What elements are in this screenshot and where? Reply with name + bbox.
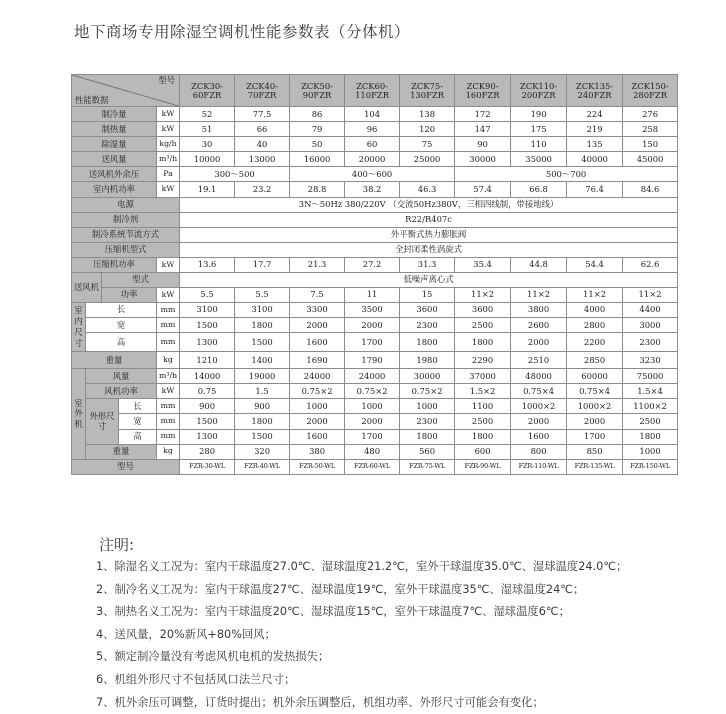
unit-cell: mm bbox=[157, 302, 180, 317]
model-header bbox=[567, 75, 623, 107]
model-header bbox=[235, 75, 290, 107]
value-cell: 1.5×4 bbox=[623, 384, 678, 399]
value-cell: 2200 bbox=[567, 333, 623, 352]
value-cell: 1.5 bbox=[235, 384, 290, 399]
row-label: 高 bbox=[119, 429, 157, 444]
unit-cell: kW bbox=[157, 182, 180, 197]
value-cell: 1800 bbox=[455, 333, 511, 352]
value-cell: 2300 bbox=[400, 318, 455, 333]
value-cell: 1210 bbox=[180, 352, 235, 369]
value-cell: 35.4 bbox=[455, 257, 511, 272]
value-cell: 46.3 bbox=[400, 182, 455, 197]
model-header bbox=[180, 75, 235, 107]
unit-cell: kg/h bbox=[157, 137, 180, 152]
value-cell: 1800 bbox=[400, 333, 455, 352]
value-cell: 0.75×2 bbox=[290, 384, 345, 399]
unit-cell: mm bbox=[157, 429, 180, 444]
value-cell: 38.2 bbox=[345, 182, 400, 197]
value-cell: 1.5×2 bbox=[455, 384, 511, 399]
unit-cell: m³/h bbox=[157, 369, 180, 384]
row-label: 除湿量 bbox=[72, 137, 157, 152]
value-cell: 300～500 bbox=[180, 167, 290, 182]
value-cell: 2000 bbox=[345, 414, 400, 429]
value-cell: 50 bbox=[290, 137, 345, 152]
value-cell: 3100 bbox=[180, 302, 235, 317]
value-cell: 1800 bbox=[235, 318, 290, 333]
value-cell: 1500 bbox=[235, 429, 290, 444]
model-line-2: 90FZR bbox=[302, 89, 332, 100]
outdoor-model-cell: FZR-150-WL bbox=[623, 459, 678, 474]
value-cell: 1000×2 bbox=[511, 399, 567, 414]
value-cell: 150 bbox=[623, 137, 678, 152]
value-cell: 224 bbox=[567, 107, 623, 122]
unit-cell: kg bbox=[157, 444, 180, 459]
unit-cell: m³/h bbox=[157, 152, 180, 167]
value-cell: 45000 bbox=[623, 152, 678, 167]
value-cell: 276 bbox=[623, 107, 678, 122]
value-cell: 10000 bbox=[180, 152, 235, 167]
value-cell: 135 bbox=[567, 137, 623, 152]
value-cell: 60 bbox=[345, 137, 400, 152]
row-label: 制冷剂 bbox=[72, 212, 180, 227]
value-cell: R22/R407c bbox=[180, 212, 678, 227]
row-label: 制冷系统节流方式 bbox=[72, 227, 180, 242]
row-label: 压缩机功率 bbox=[72, 257, 157, 272]
note-item: 1、除湿名义工况为：室内干球温度27.0℃、湿球温度21.2℃，室外干球温度35.0℃、湿球温度24.0℃； bbox=[96, 560, 628, 573]
value-cell: 96 bbox=[345, 122, 400, 137]
row-label: 型式 bbox=[102, 272, 180, 287]
model-line-1: ZCK150- bbox=[631, 80, 669, 91]
unit-cell: kW bbox=[157, 384, 180, 399]
outdoor-model-cell: FZR-60-WL bbox=[345, 459, 400, 474]
note-item: 5、额定制冷量没有考虑风机电机的发热损失； bbox=[96, 650, 330, 664]
model-line-1: ZCK75- bbox=[411, 80, 444, 91]
outdoor-dims-label bbox=[86, 399, 119, 444]
outdoor-model-cell: FZR-50-WL bbox=[290, 459, 345, 474]
value-cell: 75 bbox=[400, 137, 455, 152]
value-cell: 90 bbox=[455, 137, 511, 152]
model-header bbox=[623, 75, 678, 107]
value-cell: 1700 bbox=[567, 429, 623, 444]
value-cell: 0.75×4 bbox=[511, 384, 567, 399]
value-cell: 60000 bbox=[567, 369, 623, 384]
outdoor-dims-text: 外形尺寸 bbox=[89, 410, 115, 432]
value-cell: 86 bbox=[290, 107, 345, 122]
value-cell: 5.5 bbox=[180, 287, 235, 302]
value-cell: 3230 bbox=[623, 352, 678, 369]
value-cell: 84.6 bbox=[623, 182, 678, 197]
unit-cell: kW bbox=[157, 107, 180, 122]
value-cell: 23.2 bbox=[235, 182, 290, 197]
value-cell: 2600 bbox=[511, 318, 567, 333]
value-cell: 24000 bbox=[345, 369, 400, 384]
value-cell: 27.2 bbox=[345, 257, 400, 272]
value-cell: 37000 bbox=[455, 369, 511, 384]
model-line-1: ZCK50- bbox=[301, 80, 334, 91]
value-cell: 110 bbox=[511, 137, 567, 152]
value-cell: 3800 bbox=[511, 302, 567, 317]
value-cell: 560 bbox=[400, 444, 455, 459]
value-cell: 190 bbox=[511, 107, 567, 122]
model-line-1: ZCK40- bbox=[246, 80, 279, 91]
value-cell: 19.1 bbox=[180, 182, 235, 197]
value-cell: 900 bbox=[235, 399, 290, 414]
value-cell: 850 bbox=[567, 444, 623, 459]
value-cell: 13000 bbox=[235, 152, 290, 167]
value-cell: 480 bbox=[345, 444, 400, 459]
note-item: 2、制冷名义工况为：室内干球温度27℃、湿球温度19℃，室外干球温度35℃、湿球温度24℃； bbox=[96, 582, 585, 596]
value-cell: 104 bbox=[345, 107, 400, 122]
value-cell: 54.4 bbox=[567, 257, 623, 272]
model-line-2: 280FZR bbox=[633, 89, 668, 100]
value-cell: 57.4 bbox=[455, 182, 511, 197]
spec-table bbox=[71, 74, 678, 475]
model-line-1: ZCK60- bbox=[356, 80, 389, 91]
value-cell: 1800 bbox=[400, 429, 455, 444]
model-line-1: ZCK110- bbox=[519, 80, 558, 91]
value-cell: 1100 bbox=[455, 399, 511, 414]
value-cell: 76.4 bbox=[567, 182, 623, 197]
value-cell: 1700 bbox=[345, 429, 400, 444]
value-cell: 1800 bbox=[623, 429, 678, 444]
value-cell: 11 bbox=[345, 287, 400, 302]
unit-cell: kW bbox=[157, 257, 180, 272]
value-cell: 219 bbox=[567, 122, 623, 137]
unit-cell: mm bbox=[157, 414, 180, 429]
value-cell: 31.3 bbox=[400, 257, 455, 272]
value-cell: 1600 bbox=[290, 429, 345, 444]
value-cell: 20000 bbox=[345, 152, 400, 167]
row-label: 制冷量 bbox=[72, 107, 157, 122]
value-cell: 15 bbox=[400, 287, 455, 302]
notes-title: 注明: bbox=[99, 536, 135, 554]
row-label: 压缩机型式 bbox=[72, 242, 180, 257]
row-label: 制热量 bbox=[72, 122, 157, 137]
value-cell: 0.75×2 bbox=[345, 384, 400, 399]
value-cell: 2500 bbox=[455, 414, 511, 429]
value-cell: 0.75 bbox=[180, 384, 235, 399]
value-cell: 600 bbox=[455, 444, 511, 459]
value-cell: 1600 bbox=[290, 333, 345, 352]
value-cell: 1000 bbox=[400, 399, 455, 414]
value-cell: 0.75×2 bbox=[400, 384, 455, 399]
row-label: 重量 bbox=[86, 444, 157, 459]
outdoor-model-cell: FZR-110-WL bbox=[511, 459, 567, 474]
value-cell: 24000 bbox=[290, 369, 345, 384]
model-line-2: 160FZR bbox=[465, 89, 500, 100]
value-cell: 44.8 bbox=[511, 257, 567, 272]
value-cell: 258 bbox=[623, 122, 678, 137]
value-cell: 1690 bbox=[290, 352, 345, 369]
value-cell: 11×2 bbox=[623, 287, 678, 302]
value-cell: 11×2 bbox=[455, 287, 511, 302]
model-header bbox=[345, 75, 400, 107]
value-cell: 1300 bbox=[180, 333, 235, 352]
value-cell: 2800 bbox=[567, 318, 623, 333]
row-label: 重量 bbox=[72, 352, 157, 369]
value-cell: 75000 bbox=[623, 369, 678, 384]
value-cell: 2300 bbox=[400, 414, 455, 429]
value-cell: 320 bbox=[235, 444, 290, 459]
value-cell: 1790 bbox=[345, 352, 400, 369]
value-cell: 7.5 bbox=[290, 287, 345, 302]
unit-cell: kg bbox=[157, 352, 180, 369]
value-cell: 19000 bbox=[235, 369, 290, 384]
value-cell: 79 bbox=[290, 122, 345, 137]
value-cell: 1800 bbox=[455, 429, 511, 444]
value-cell: 16000 bbox=[290, 152, 345, 167]
row-label: 长 bbox=[86, 302, 157, 317]
row-label: 长 bbox=[119, 399, 157, 414]
row-label: 室内机功率 bbox=[72, 182, 157, 197]
value-cell: 5.5 bbox=[235, 287, 290, 302]
outdoor-unit-label: 室外机 bbox=[72, 369, 86, 459]
value-cell: 低噪声离心式 bbox=[180, 272, 678, 287]
value-cell: 1800 bbox=[235, 414, 290, 429]
unit-cell: mm bbox=[157, 399, 180, 414]
value-cell: 30000 bbox=[455, 152, 511, 167]
model-line-2: 240FZR bbox=[577, 89, 612, 100]
value-cell: 21.3 bbox=[290, 257, 345, 272]
value-cell: 1300 bbox=[180, 429, 235, 444]
header-model-label: 型号 bbox=[158, 75, 176, 85]
value-cell: 11×2 bbox=[567, 287, 623, 302]
value-cell: 380 bbox=[290, 444, 345, 459]
value-cell: 17.7 bbox=[235, 257, 290, 272]
value-cell: 2500 bbox=[623, 414, 678, 429]
value-cell: 77.5 bbox=[235, 107, 290, 122]
model-line-2: 60FZR bbox=[192, 89, 222, 100]
fan-group-label: 送风机 bbox=[72, 272, 102, 302]
value-cell: 2000 bbox=[511, 333, 567, 352]
row-label: 宽 bbox=[119, 414, 157, 429]
value-cell: 280 bbox=[180, 444, 235, 459]
value-cell: 175 bbox=[511, 122, 567, 137]
row-label: 电源 bbox=[72, 197, 180, 212]
value-cell: 2510 bbox=[511, 352, 567, 369]
value-cell: 1000 bbox=[345, 399, 400, 414]
header-performance-label: 性能数据 bbox=[75, 95, 109, 106]
value-cell: 1400 bbox=[235, 352, 290, 369]
value-cell: 1980 bbox=[400, 352, 455, 369]
outdoor-model-cell: FZR-90-WL bbox=[455, 459, 511, 474]
note-item: 3、制热名义工况为：室内干球温度20℃、湿球温度15℃，室外干球温度7℃、湿球温度6℃； bbox=[96, 605, 570, 619]
value-cell: 2290 bbox=[455, 352, 511, 369]
value-cell: 30000 bbox=[400, 369, 455, 384]
outdoor-model-cell: FZR-40-WL bbox=[235, 459, 290, 474]
value-cell: 1000 bbox=[623, 444, 678, 459]
model-line-2: 200FZR bbox=[521, 89, 556, 100]
value-cell: 1500 bbox=[180, 414, 235, 429]
model-header bbox=[290, 75, 345, 107]
note-item: 6、机组外形尺寸不包括风口法兰尺寸； bbox=[96, 672, 296, 686]
indoor-size-label: 室内尺寸 bbox=[72, 302, 86, 351]
value-cell: 138 bbox=[400, 107, 455, 122]
value-cell: 51 bbox=[180, 122, 235, 137]
value-cell: 2500 bbox=[455, 318, 511, 333]
value-cell: 120 bbox=[400, 122, 455, 137]
value-cell: 800 bbox=[511, 444, 567, 459]
page-title: 地下商场专用除湿空调机性能参数表（分体机） bbox=[74, 23, 411, 41]
value-cell: 30 bbox=[180, 137, 235, 152]
value-cell: 1500 bbox=[180, 318, 235, 333]
value-cell: 1500 bbox=[235, 333, 290, 352]
value-cell: 0.75×4 bbox=[567, 384, 623, 399]
value-cell: 2000 bbox=[345, 318, 400, 333]
value-cell: 1100×2 bbox=[623, 399, 678, 414]
model-header bbox=[511, 75, 567, 107]
value-cell: 2000 bbox=[511, 414, 567, 429]
row-label: 高 bbox=[86, 333, 157, 352]
unit-cell: kW bbox=[157, 122, 180, 137]
value-cell: 66.8 bbox=[511, 182, 567, 197]
value-cell: 147 bbox=[455, 122, 511, 137]
unit-cell: mm bbox=[157, 333, 180, 352]
row-label: 风量 bbox=[86, 369, 157, 384]
value-cell: 11×2 bbox=[511, 287, 567, 302]
model-header bbox=[455, 75, 511, 107]
model-line-2: 130FZR bbox=[410, 89, 445, 100]
value-cell: 14000 bbox=[180, 369, 235, 384]
value-cell: 1700 bbox=[345, 333, 400, 352]
header-corner bbox=[72, 75, 180, 107]
value-cell: 62.6 bbox=[623, 257, 678, 272]
value-cell: 全封闭柔性涡旋式 bbox=[180, 242, 678, 257]
value-cell: 1600 bbox=[511, 429, 567, 444]
value-cell: 3500 bbox=[345, 302, 400, 317]
model-line-1: ZCK90- bbox=[466, 80, 499, 91]
notes-list bbox=[96, 556, 627, 714]
unit-cell: mm bbox=[157, 318, 180, 333]
outdoor-model-cell: FZR-75-WL bbox=[400, 459, 455, 474]
value-cell: 2000 bbox=[290, 318, 345, 333]
value-cell: 25000 bbox=[400, 152, 455, 167]
value-cell: 3N～50Hz 380/220V （交流50Hz380V，三相四线制，带接地线） bbox=[180, 197, 678, 212]
value-cell: 40 bbox=[235, 137, 290, 152]
row-label: 送风机外余压 bbox=[72, 167, 157, 182]
value-cell: 28.8 bbox=[290, 182, 345, 197]
value-cell: 3600 bbox=[455, 302, 511, 317]
value-cell: 1000 bbox=[290, 399, 345, 414]
value-cell: 2000 bbox=[567, 414, 623, 429]
value-cell: 48000 bbox=[511, 369, 567, 384]
unit-cell: kW bbox=[157, 287, 180, 302]
value-cell: 3000 bbox=[623, 318, 678, 333]
unit-cell: Pa bbox=[157, 167, 180, 182]
value-cell: 66 bbox=[235, 122, 290, 137]
row-label: 型号 bbox=[72, 459, 180, 474]
value-cell: 4400 bbox=[623, 302, 678, 317]
value-cell: 4000 bbox=[567, 302, 623, 317]
outdoor-model-cell: FZR-30-WL bbox=[180, 459, 235, 474]
value-cell: 2000 bbox=[290, 414, 345, 429]
row-label: 功率 bbox=[102, 287, 157, 302]
value-cell: 40000 bbox=[567, 152, 623, 167]
value-cell: 500～700 bbox=[455, 167, 678, 182]
value-cell: 172 bbox=[455, 107, 511, 122]
note-item: 4、送风量，20%新风+80%回风； bbox=[96, 627, 276, 641]
row-label: 宽 bbox=[86, 318, 157, 333]
value-cell: 35000 bbox=[511, 152, 567, 167]
outdoor-model-cell: FZR-135-WL bbox=[567, 459, 623, 474]
value-cell: 3600 bbox=[400, 302, 455, 317]
value-cell: 400～600 bbox=[290, 167, 455, 182]
value-cell: 3300 bbox=[290, 302, 345, 317]
value-cell: 13.6 bbox=[180, 257, 235, 272]
row-label: 送风量 bbox=[72, 152, 157, 167]
value-cell: 2300 bbox=[623, 333, 678, 352]
value-cell: 52 bbox=[180, 107, 235, 122]
value-cell: 1000×2 bbox=[567, 399, 623, 414]
value-cell: 外平衡式热力膨胀阀 bbox=[180, 227, 678, 242]
model-line-1: ZCK135- bbox=[575, 80, 614, 91]
model-line-2: 110FZR bbox=[355, 89, 390, 100]
value-cell: 3100 bbox=[235, 302, 290, 317]
model-line-2: 70FZR bbox=[247, 89, 277, 100]
row-label: 风机功率 bbox=[86, 384, 157, 399]
value-cell: 900 bbox=[180, 399, 235, 414]
model-header bbox=[400, 75, 455, 107]
note-item: 7、机外余压可调整，订货时提出；机外余压调整后，机组功率、外形尺寸可能会有变化； bbox=[96, 695, 544, 709]
value-cell: 2850 bbox=[567, 352, 623, 369]
model-line-1: ZCK30- bbox=[191, 80, 224, 91]
